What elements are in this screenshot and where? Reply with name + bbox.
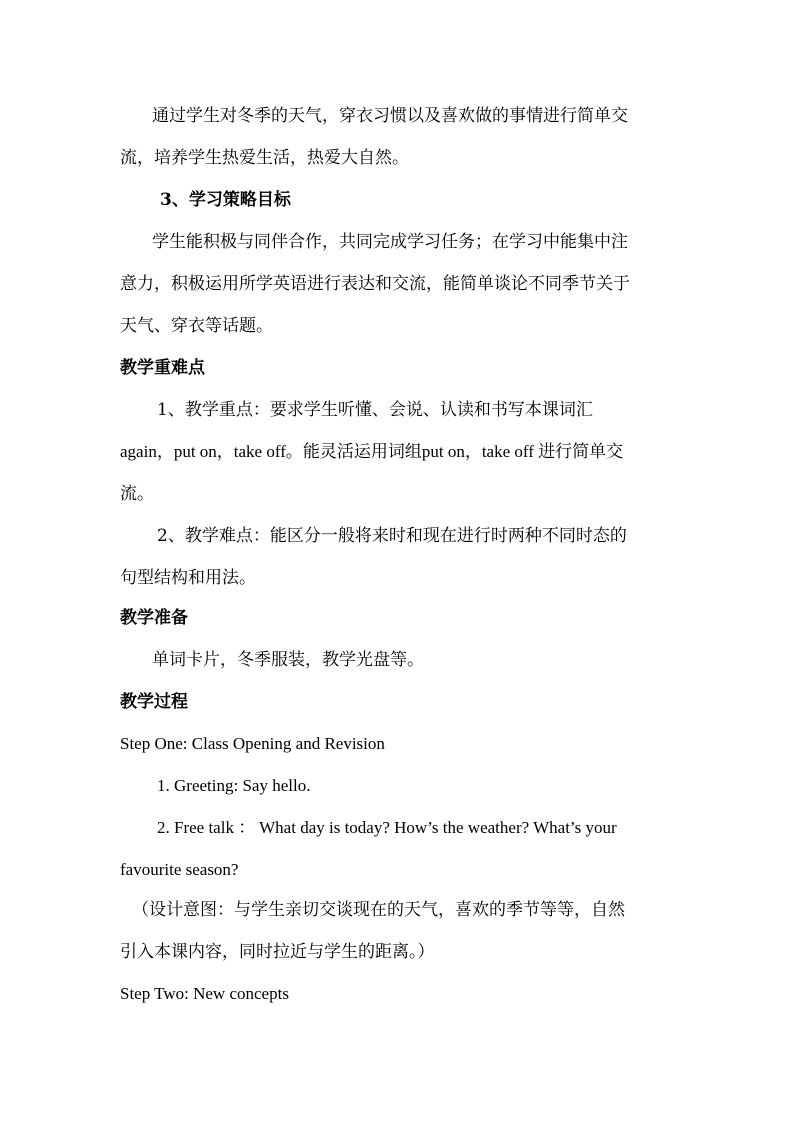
paragraph-line: 流。: [120, 484, 154, 504]
step-heading: Step Two: New concepts: [120, 984, 289, 1003]
paragraph-line: 流，培养学生热爱生活，热爱大自然。: [120, 148, 409, 168]
paragraph-line: 1、教学重点：要求学生听懂、会说、认读和书写本课词汇: [157, 400, 593, 420]
paragraph-line: again，put on，take off。能灵活运用词组put on，take off 进行简单交: [120, 442, 624, 461]
design-intent-line: （设计意图：与学生亲切交谈现在的天气，喜欢的季节等等，自然: [132, 900, 625, 920]
paragraph-line: 2、教学难点：能区分一般将来时和现在进行时两种不同时态的: [157, 526, 627, 546]
paragraph-line: 通过学生对冬季的天气，穿衣习惯以及喜欢做的事情进行简单交: [152, 106, 628, 126]
paragraph-line: 单词卡片，冬季服装，教学光盘等。: [152, 650, 424, 670]
paragraph-line: 学生能积极与同伴合作，共同完成学习任务；在学习中能集中注: [152, 232, 628, 252]
design-intent-line: 引入本课内容，同时拉近与学生的距离。）: [120, 942, 435, 962]
step-heading: Step One: Class Opening and Revision: [120, 734, 385, 753]
section-heading: 教学过程: [120, 692, 188, 712]
section-heading: 教学重难点: [120, 358, 205, 378]
step-item: 1. Greeting: Say hello.: [157, 776, 311, 795]
paragraph-line: 天气、穿衣等话题。: [120, 316, 273, 336]
step-item: 2. Free talk ： What day is today? How’s the weather? What’s your: [157, 818, 617, 837]
section-heading: 教学准备: [120, 608, 188, 628]
step-item-continuation: favourite season?: [120, 860, 239, 879]
section-subheading: 3、学习策略目标: [160, 190, 291, 210]
paragraph-line: 意力，积极运用所学英语进行表达和交流，能简单谈论不同季节关于: [120, 274, 630, 294]
paragraph-line: 句型结构和用法。: [120, 568, 256, 588]
